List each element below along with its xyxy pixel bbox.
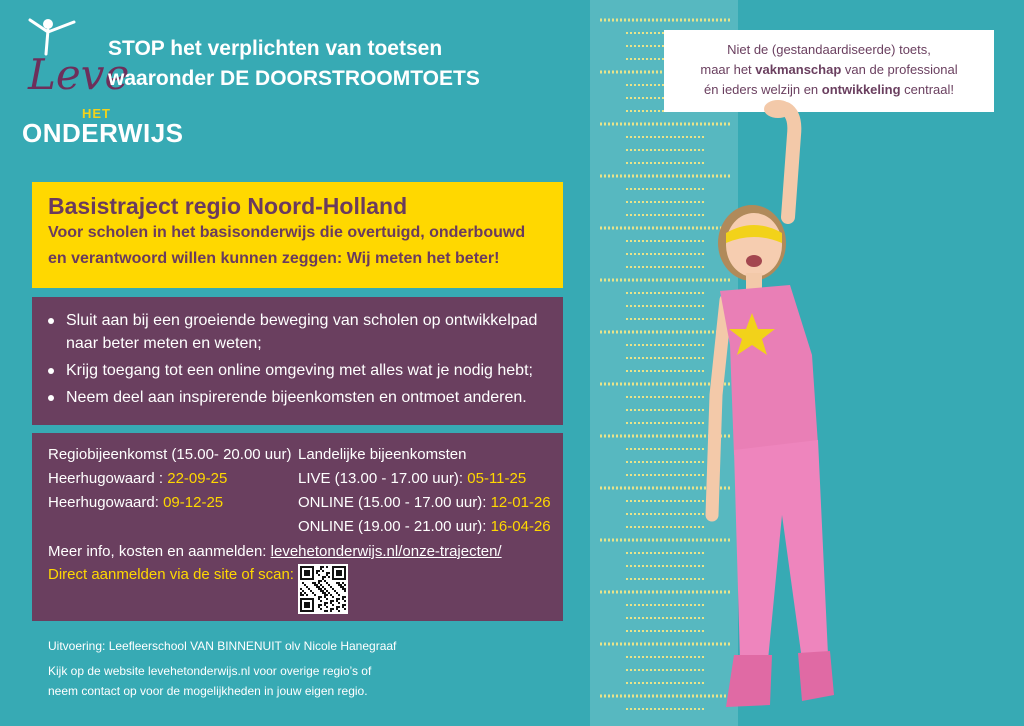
direct-signup-text: Direct aanmelden via de site of scan: — [48, 566, 294, 583]
more-info — [48, 541, 502, 563]
girl-illustration — [690, 95, 870, 725]
benefit-text: Krijg toegang tot een online omgeving met alles wat je nodig hebt; — [66, 362, 533, 379]
regional-place: Heerhugowaard : — [48, 470, 168, 487]
regional-row — [48, 491, 291, 515]
quote-bold: vakmanschap — [755, 62, 842, 77]
national-row — [298, 515, 551, 539]
benefits-box — [32, 297, 563, 425]
quote-line-2 — [680, 60, 978, 80]
regional-place: Heerhugowaard: — [48, 494, 164, 511]
benefit-item — [66, 359, 549, 382]
regional-date: 09-12-25 — [163, 494, 224, 511]
qr-code-icon — [298, 564, 348, 614]
regional-date: 22-09-25 — [167, 470, 228, 487]
national-date: 16-04-26 — [490, 518, 551, 535]
title-box — [32, 182, 563, 288]
benefit-text-cont: naar beter meten en weten; — [66, 335, 262, 352]
national-row — [298, 467, 551, 491]
benefit-item — [66, 386, 549, 409]
benefit-text: Neem deel aan inspirerende bijeenkomsten en ontmoet anderen. — [66, 389, 527, 406]
regional-meetings — [48, 443, 291, 515]
quote-text: én ieders welzijn en — [703, 82, 822, 97]
title: Basistraject regio Noord-Holland — [48, 193, 408, 219]
logo-leve: Leve — [28, 50, 130, 99]
quote-bold: ontwikkeling — [821, 82, 901, 97]
benefits-list — [46, 309, 549, 409]
national-label: ONLINE (15.00 - 17.00 uur): — [298, 494, 491, 511]
national-label: LIVE (13.00 - 17.00 uur): — [298, 470, 468, 487]
benefit-text: Sluit aan bij een groeiende beweging van scholen op ontwikkelpad — [66, 312, 538, 329]
schedule-box — [32, 433, 563, 621]
quote-text: maar het — [700, 62, 756, 77]
national-label: ONLINE (19.00 - 21.00 uur): — [298, 518, 491, 535]
headline — [108, 34, 528, 94]
footer-note-1: Kijk op de website levehetonderwijs.nl voor overige regio’s of — [48, 664, 372, 678]
national-date: 12-01-26 — [490, 494, 551, 511]
qr-code[interactable] — [298, 564, 348, 614]
logo-onderwijs: ONDERWIJS — [22, 118, 184, 148]
benefit-item — [66, 309, 549, 355]
regional-heading: Regiobijeenkomst (15.00- 20.00 uur) — [48, 446, 292, 463]
subtitle-line-2: en verantwoord willen kunnen zeggen: Wij meten het beter! — [48, 250, 500, 267]
national-date: 05-11-25 — [467, 470, 527, 487]
quote-line-1: Niet de (gestandaardiseerde) toets, — [727, 42, 931, 57]
footer — [48, 636, 396, 701]
subtitle-line-1: Voor scholen in het basisonderwijs die overtuigd, onderbouwd — [48, 224, 526, 241]
quote-text: van de professional — [841, 62, 958, 77]
national-heading: Landelijke bijeenkomsten — [298, 446, 467, 463]
national-row — [298, 491, 551, 515]
footer-note-2: neem contact op voor de mogelijkheden in jouw eigen regio. — [48, 684, 368, 698]
headline-line-2: waaronder DE DOORSTROOMTOETS — [108, 67, 480, 90]
quote-text: centraal! — [900, 82, 954, 97]
national-meetings — [298, 443, 551, 539]
more-info-text: Meer info, kosten en aanmelden: — [48, 543, 271, 560]
headline-line-1: STOP het verplichten van toetsen — [108, 37, 443, 60]
logo-het: HET — [82, 106, 111, 121]
footer-credit: Uitvoering: Leefleerschool VAN BINNENUIT olv Nicole Hanegraaf — [48, 639, 397, 653]
regional-row — [48, 467, 291, 491]
trajecten-link[interactable]: levehetonderwijs.nl/onze-trajecten/ — [270, 543, 502, 560]
